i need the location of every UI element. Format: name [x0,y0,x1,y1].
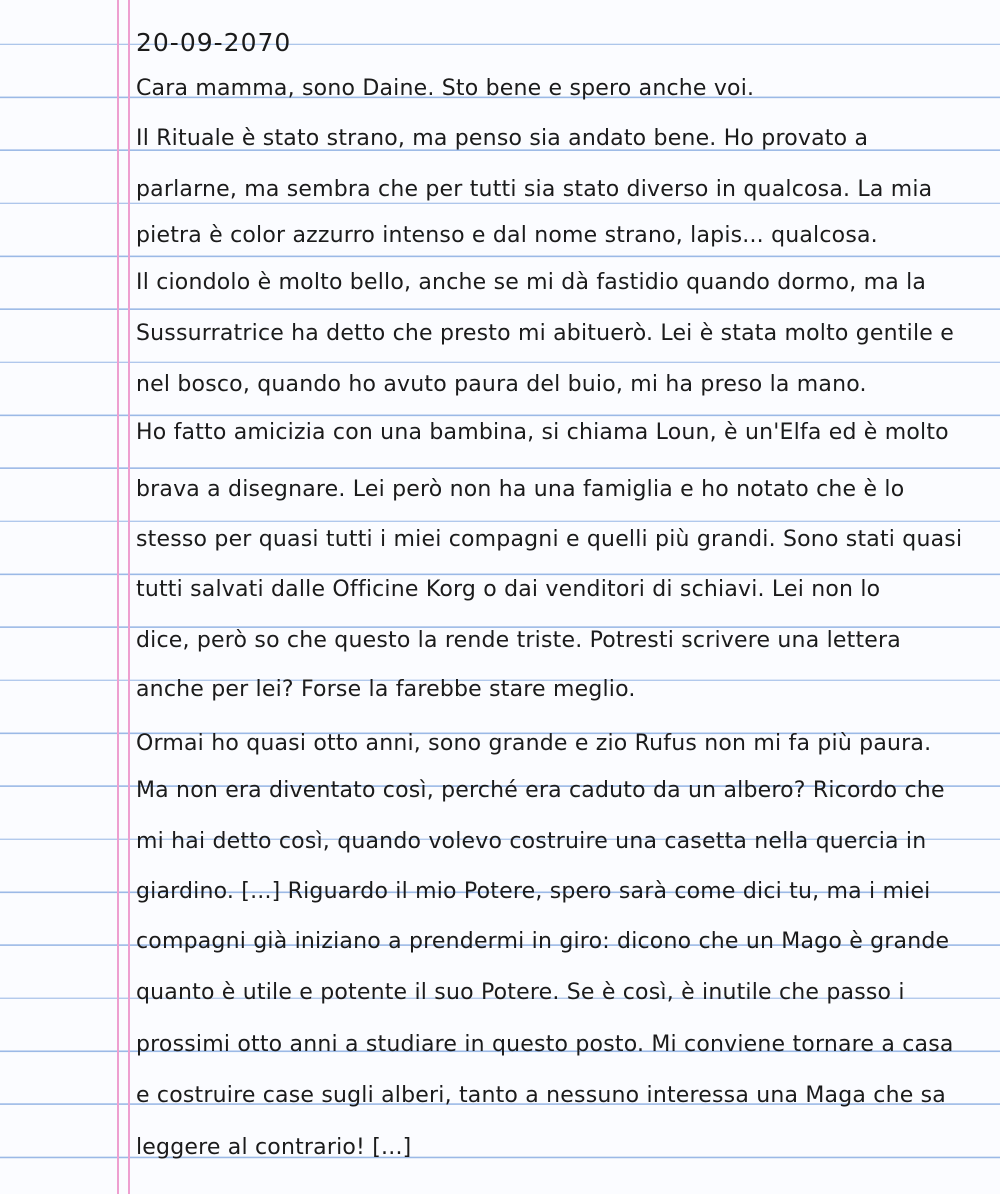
margin-line [128,0,130,1194]
diary-line: e costruire case sugli alberi, tanto a nessuno interessa una Maga che sa [136,1083,946,1108]
diary-line: Ma non era diventato così, perché era caduto da un albero? Ricordo che [136,778,945,803]
diary-line: mi hai detto così, quando volevo costruire una casetta nella quercia in [136,829,927,854]
diary-line: Il ciondolo è molto bello, anche se mi dà fastidio quando dormo, ma la [136,270,927,295]
diary-line: quanto è utile e potente il suo Potere. Se è così, è inutile che passo i [136,980,905,1005]
diary-line: leggere al contrario! [...] [136,1135,412,1160]
diary-line: Sussurratrice ha detto che presto mi abituerò. Lei è stata molto gentile e [136,321,954,346]
diary-line: tutti salvati dalle Officine Korg o dai venditori di schiavi. Lei non lo [136,577,881,602]
margin-line [117,0,119,1194]
diary-line: pietra è color azzurro intenso e dal nome strano, lapis... qualcosa. [136,223,878,248]
diary-line: compagni già iniziano a prendermi in giro: dicono che un Mago è grande [136,929,950,954]
diary-line: Il Rituale è stato strano, ma penso sia andato bene. Ho provato a [136,126,869,151]
diary-line: dice, però so che questo la rende triste. Potresti scrivere una lettera [136,628,901,653]
diary-line: Ormai ho quasi otto anni, sono grande e zio Rufus non mi fa più paura. [136,731,932,756]
diary-line: Cara mamma, sono Daine. Sto bene e spero anche voi. [136,76,755,101]
diary-line: nel bosco, quando ho avuto paura del buio, mi ha preso la mano. [136,372,867,397]
diary-line: Ho fatto amicizia con una bambina, si chiama Loun, è un'Elfa ed è molto [136,420,949,445]
diary-date: 20-09-2070 [136,28,292,57]
diary-line: anche per lei? Forse la farebbe stare meglio. [136,677,636,702]
diary-line: giardino. [...] Riguardo il mio Potere, spero sarà come dici tu, ma i miei [136,879,931,904]
diary-line: brava a disegnare. Lei però non ha una famiglia e ho notato che è lo [136,477,905,502]
diary-line: prossimi otto anni a studiare in questo posto. Mi conviene tornare a casa [136,1032,954,1057]
diary-line: stesso per quasi tutti i miei compagni e quelli più grandi. Sono stati quasi [136,527,963,552]
diary-line: parlarne, ma sembra che per tutti sia stato diverso in qualcosa. La mia [136,177,933,202]
